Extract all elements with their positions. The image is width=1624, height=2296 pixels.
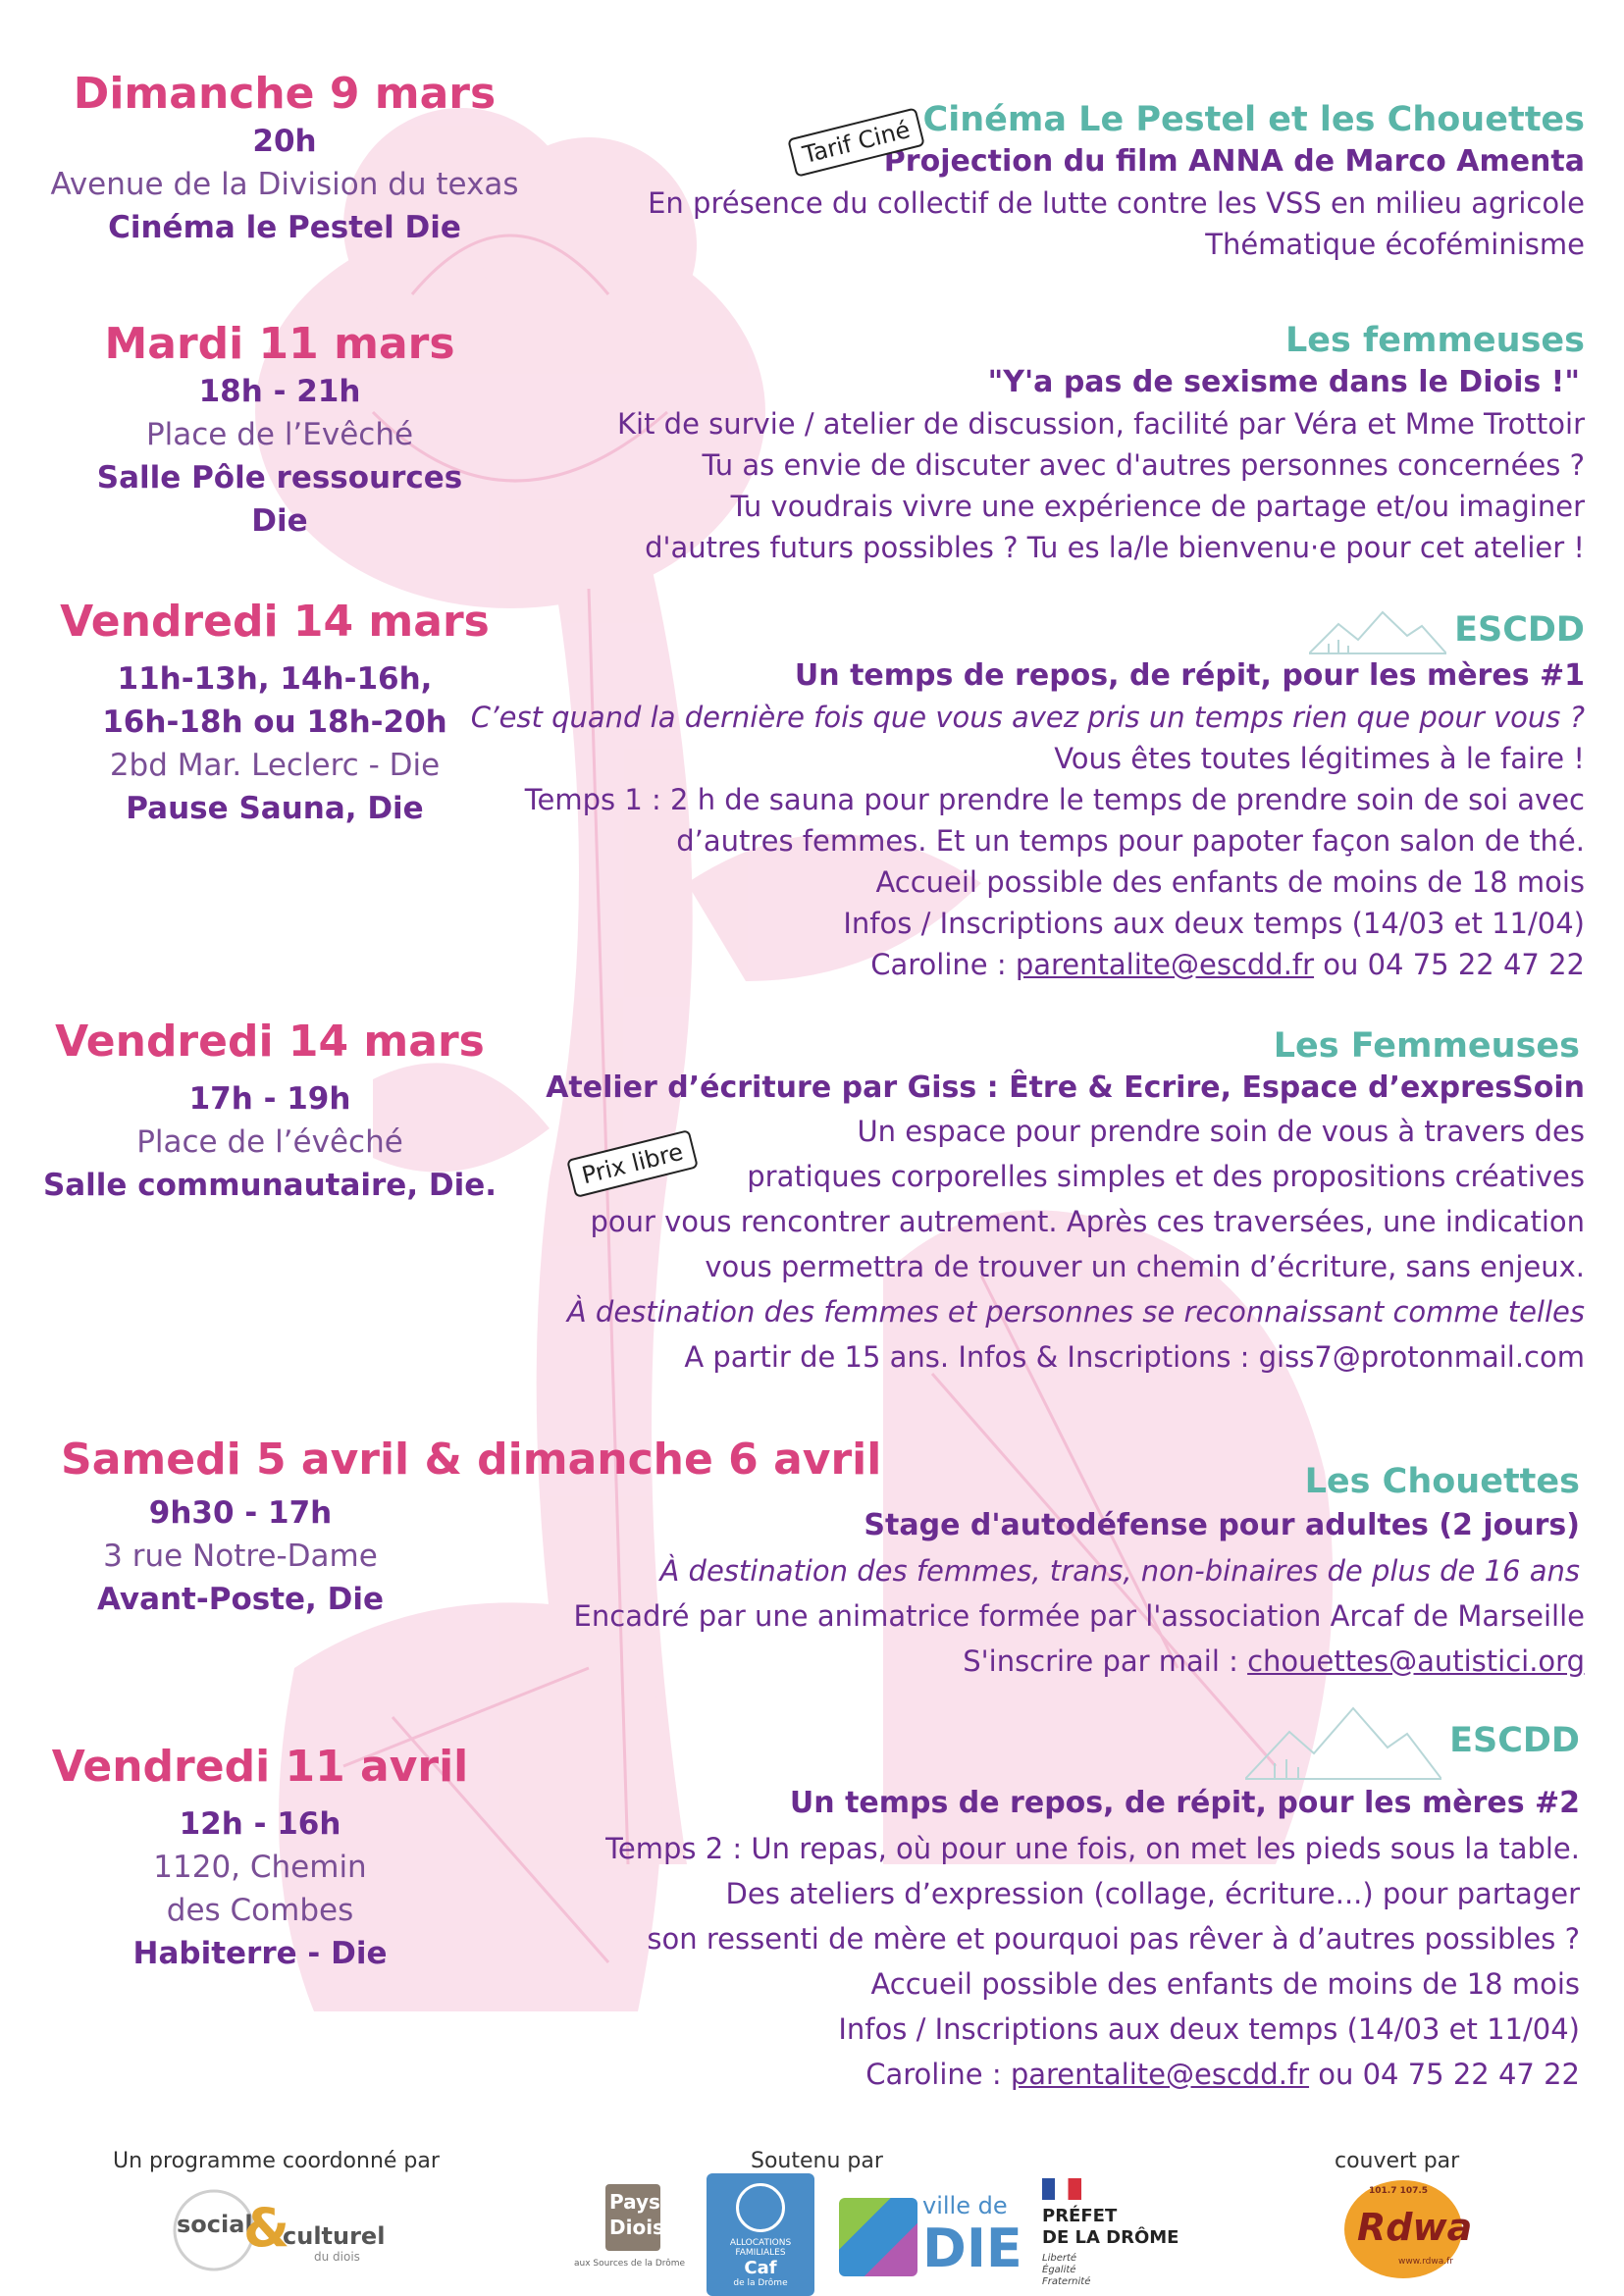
event-organizer: Les Femmeuses bbox=[1273, 1026, 1580, 1066]
event-address: Place de l’Evêché bbox=[145, 417, 414, 452]
event-venue: Salle Pôle ressources bbox=[96, 460, 463, 496]
die-line1: ville de bbox=[922, 2192, 1008, 2219]
event-address: 3 rue Notre-Dame bbox=[103, 1539, 378, 1574]
event-contact bbox=[456, 1639, 1585, 1684]
prefet-drome-logo bbox=[1040, 2178, 1187, 2296]
event-time: 17h - 19h bbox=[188, 1081, 351, 1117]
pays-diois-line2: Diois bbox=[609, 2216, 664, 2239]
prefet-line1: PRÉFET bbox=[1042, 2206, 1118, 2226]
prefet-line2: DE LA DRÔME bbox=[1042, 2227, 1179, 2248]
caf-line1: ALLOCATIONS bbox=[729, 2238, 792, 2248]
event-description-line: Vous êtes toutes légitimes à le faire ! bbox=[1054, 742, 1585, 775]
ville-de-die-logo bbox=[839, 2188, 1022, 2286]
event-date: Samedi 5 avril & dimanche 6 avril bbox=[61, 1435, 882, 1485]
event-title: "Y'a pas de sexisme dans le Diois !" bbox=[987, 365, 1580, 399]
event-italic-line: À destination des femmes et personnes se reconnaissant comme telles bbox=[566, 1295, 1585, 1329]
contact-prefix: Caroline : bbox=[865, 2058, 1011, 2091]
supported-by-label: Soutenu par bbox=[751, 2149, 883, 2173]
footer-partners bbox=[0, 2139, 1624, 2296]
event-organizer: Les femmeuses bbox=[1284, 321, 1585, 360]
die-color-squares-icon bbox=[839, 2198, 917, 2276]
event-organizer-name: ESCDD bbox=[1454, 610, 1585, 650]
event-3-details bbox=[456, 606, 1585, 985]
event-description-line: vous permettra de trouver un chemin d’écriture, sans enjeux. bbox=[705, 1250, 1585, 1283]
event-description-line: pour vous rencontrer autrement. Après ces traversées, une indication bbox=[590, 1205, 1585, 1238]
rdwa-url: www.rdwa.fr bbox=[1398, 2257, 1453, 2267]
event-time: 9h30 - 17h bbox=[148, 1495, 333, 1531]
event-2-when-where bbox=[34, 319, 525, 543]
event-contact bbox=[456, 944, 1585, 985]
event-organizer bbox=[456, 606, 1585, 655]
event-date: Vendredi 14 mars bbox=[60, 597, 490, 647]
covered-by-label: couvert par bbox=[1335, 2149, 1460, 2173]
event-1-details bbox=[456, 98, 1585, 265]
event-6-details bbox=[456, 1702, 1585, 2097]
event-date: Mardi 11 mars bbox=[104, 319, 455, 369]
pays-diois-caption: aux Sources de la Drôme bbox=[574, 2259, 686, 2269]
contact-prefix: Caroline : bbox=[870, 948, 1016, 981]
event-description-line: Tu as envie de discuter avec d'autres personnes concernées ? bbox=[702, 448, 1585, 482]
die-line2: DIE bbox=[922, 2218, 1022, 2279]
event-address: 2bd Mar. Leclerc - Die bbox=[109, 748, 441, 783]
event-date: Vendredi 11 avril bbox=[51, 1742, 469, 1792]
event-address: Avenue de la Division du texas bbox=[50, 167, 519, 202]
event-time: 20h bbox=[252, 124, 317, 159]
pays-diois-line1: Pays bbox=[609, 2190, 660, 2214]
event-italic-line: À destination des femmes, trans, non-binaires de plus de 16 ans bbox=[659, 1554, 1580, 1588]
event-description-line: Encadré par une animatrice formée par l'association Arcaf de Marseille bbox=[573, 1599, 1585, 1633]
logo-word-social: social bbox=[177, 2211, 253, 2238]
event-description-line: Accueil possible des enfants de moins de 18 mois bbox=[870, 1967, 1580, 2001]
event-description-line: son ressenti de mère et pourquoi pas rêver à d’autres possibles ? bbox=[647, 1922, 1580, 1956]
event-description-line: Kit de survie / atelier de discussion, facilité par Véra et Mme Trottoir bbox=[617, 407, 1585, 441]
tarif-cine-badge: Tarif Ciné bbox=[787, 107, 925, 178]
caf-line4: de la Drôme bbox=[733, 2278, 788, 2288]
event-venue: Cinéma le Pestel Die bbox=[108, 210, 461, 245]
event-description-line: Accueil possible des enfants de moins de 18 mois bbox=[875, 865, 1585, 899]
contact-email-link[interactable]: parentalite@escdd.fr bbox=[1010, 2058, 1310, 2091]
event-description-line: Temps 1 : 2 h de sauna pour prendre le temps de prendre soin de soi avec bbox=[524, 783, 1585, 816]
event-organizer: Cinéma Le Pestel et les Chouettes bbox=[922, 100, 1585, 139]
event-6-when-where bbox=[15, 1742, 505, 1975]
event-address: 1120, Chemin bbox=[153, 1850, 367, 1885]
event-title: Un temps de repos, de répit, pour les mères #1 bbox=[794, 658, 1585, 693]
logo-small-diois: du diois bbox=[314, 2250, 360, 2264]
contact-email-link[interactable]: parentalite@escdd.fr bbox=[1015, 948, 1315, 981]
event-venue: Pause Sauna, Die bbox=[126, 791, 424, 826]
contact-prefix: S'inscrire par mail : bbox=[963, 1644, 1248, 1678]
event-description-line: d'autres futurs possibles ? Tu es la/le bienvenu·e pour cet atelier ! bbox=[645, 531, 1585, 564]
event-venue: Habiterre - Die bbox=[132, 1936, 388, 1971]
event-description-line: Thématique écoféminisme bbox=[1205, 228, 1585, 261]
logo-ampersand: & bbox=[243, 2197, 290, 2259]
event-contact bbox=[456, 2052, 1585, 2097]
caf-line3: Caf bbox=[744, 2258, 777, 2278]
event-italic-line: C’est quand la dernière fois que vous avez pris un temps rien que pour vous ? bbox=[470, 701, 1585, 734]
event-description-line: d’autres femmes. Et un temps pour papoter façon salon de thé. bbox=[676, 824, 1585, 858]
prefet-line3: Liberté bbox=[1042, 2253, 1077, 2264]
event-4-when-where bbox=[25, 1017, 515, 1207]
event-description-line: Infos / Inscriptions aux deux temps (14/03 et 11/04) bbox=[838, 2012, 1580, 2046]
event-venue: Avant-Poste, Die bbox=[96, 1582, 385, 1617]
event-venue: Salle communautaire, Die. bbox=[42, 1168, 498, 1203]
event-address: Place de l’évêché bbox=[136, 1124, 403, 1160]
event-description-line: Un espace pour prendre soin de vous à travers des bbox=[857, 1115, 1585, 1148]
event-description-line: Tu voudrais vivre une expérience de partage et/ou imaginer bbox=[730, 490, 1585, 523]
event-venue-city: Die bbox=[251, 503, 308, 539]
event-description-line: pratiques corporelles simples et des propositions créatives bbox=[747, 1160, 1585, 1193]
espace-social-culturel-logo bbox=[167, 2183, 386, 2276]
contact-phone: ou 04 75 22 47 22 bbox=[1309, 2058, 1580, 2091]
event-time: 11h-13h, 14h-16h, bbox=[117, 661, 433, 697]
event-description-line: En présence du collectif de lutte contre les VSS en milieu agricole bbox=[648, 186, 1585, 220]
event-3-when-where bbox=[29, 597, 520, 830]
event-time: 12h - 16h bbox=[179, 1806, 341, 1842]
event-organizer-name: ESCDD bbox=[1449, 1721, 1580, 1760]
event-organizer bbox=[456, 1702, 1585, 1781]
prefet-line4: Égalité bbox=[1042, 2265, 1076, 2275]
event-date: Vendredi 14 mars bbox=[55, 1017, 485, 1067]
french-flag-icon bbox=[1042, 2178, 1081, 2200]
mountains-icon bbox=[1245, 1702, 1441, 1781]
event-description-line: Temps 2 : Un repas, où pour une fois, on met les pieds sous la table. bbox=[605, 1832, 1580, 1865]
event-time-continued: 16h-18h ou 18h-20h bbox=[102, 704, 447, 740]
rdwa-radio-logo bbox=[1339, 2178, 1473, 2286]
event-organizer: Les Chouettes bbox=[1304, 1462, 1580, 1501]
event-time: 18h - 21h bbox=[198, 374, 361, 409]
event-2-details bbox=[456, 319, 1585, 568]
event-address-continued: des Combes bbox=[166, 1893, 354, 1928]
logo-word-culturel: culturel bbox=[283, 2222, 386, 2250]
event-4-details bbox=[456, 1024, 1585, 1380]
coordinated-by-label: Un programme coordonné par bbox=[113, 2149, 440, 2173]
caf-line2: FAMILIALES bbox=[735, 2248, 786, 2258]
event-info-line: A partir de 15 ans. Infos & Inscriptions : giss7@protonmail.com bbox=[684, 1340, 1585, 1374]
caf-logo bbox=[707, 2173, 814, 2296]
event-title: Stage d'autodéfense pour adultes (2 jours) bbox=[864, 1508, 1580, 1542]
event-date: Dimanche 9 mars bbox=[73, 69, 497, 119]
event-description-line: Infos / Inscriptions aux deux temps (14/03 et 11/04) bbox=[843, 907, 1585, 940]
event-5-details bbox=[456, 1460, 1585, 1684]
rdwa-text: Rdwa bbox=[1357, 2206, 1473, 2249]
event-description-line: Des ateliers d’expression (collage, écriture...) pour partager bbox=[725, 1877, 1580, 1910]
mountains-icon bbox=[1309, 606, 1446, 655]
prefet-line5: Fraternité bbox=[1042, 2276, 1091, 2287]
contact-email-link[interactable]: chouettes@autistici.org bbox=[1247, 1644, 1585, 1678]
prix-libre-badge: Prix libre bbox=[566, 1129, 699, 1198]
event-title: Un temps de repos, de répit, pour les mères #2 bbox=[789, 1786, 1580, 1820]
contact-phone: ou 04 75 22 47 22 bbox=[1314, 948, 1585, 981]
event-title: Atelier d’écriture par Giss : Être & Ecrire, Espace d’expresSoin bbox=[546, 1070, 1585, 1105]
event-title: Projection du film ANNA de Marco Amenta bbox=[883, 144, 1585, 179]
rdwa-freq: 101.7 107.5 bbox=[1369, 2186, 1429, 2196]
caf-emblem-icon bbox=[736, 2183, 785, 2232]
pays-diois-logo bbox=[574, 2178, 692, 2286]
